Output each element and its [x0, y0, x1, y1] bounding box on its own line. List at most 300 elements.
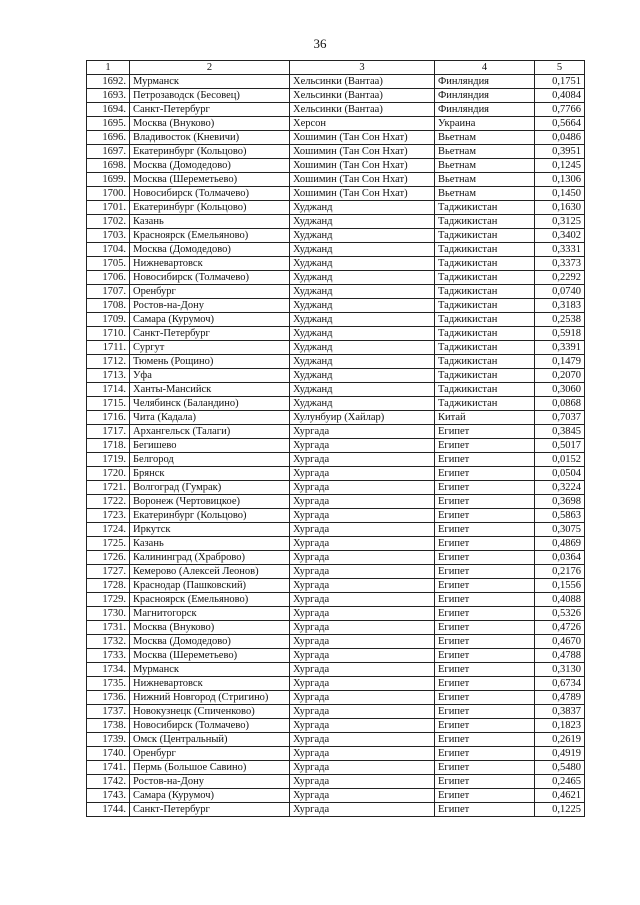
destination-city: Худжанд	[290, 215, 435, 229]
table-row	[87, 747, 585, 761]
coefficient: 0,3845	[535, 425, 585, 439]
row-number: 1692.	[87, 75, 130, 89]
departure-city: Магнитогорск	[130, 607, 290, 621]
coefficient: 0,5480	[535, 761, 585, 775]
table-row	[87, 719, 585, 733]
table-row	[87, 621, 585, 635]
table-row	[87, 313, 585, 327]
destination-country: Египет	[435, 453, 535, 467]
row-number: 1743.	[87, 789, 130, 803]
coefficient: 0,5918	[535, 327, 585, 341]
destination-country: Таджикистан	[435, 243, 535, 257]
row-number: 1706.	[87, 271, 130, 285]
table-row	[87, 89, 585, 103]
destination-country: Вьетнам	[435, 145, 535, 159]
row-number: 1739.	[87, 733, 130, 747]
table-row	[87, 579, 585, 593]
destination-country: Таджикистан	[435, 271, 535, 285]
coefficient: 0,7037	[535, 411, 585, 425]
destination-city: Хургада	[290, 719, 435, 733]
departure-city: Нижний Новгород (Стригино)	[130, 691, 290, 705]
destination-country: Египет	[435, 635, 535, 649]
row-number: 1709.	[87, 313, 130, 327]
coefficient: 0,1751	[535, 75, 585, 89]
departure-city: Оренбург	[130, 747, 290, 761]
departure-city: Краснодар (Пашковский)	[130, 579, 290, 593]
row-number: 1728.	[87, 579, 130, 593]
destination-city: Хургада	[290, 453, 435, 467]
destination-city: Хулунбуир (Хайлар)	[290, 411, 435, 425]
destination-city: Хургада	[290, 565, 435, 579]
departure-city: Москва (Внуково)	[130, 621, 290, 635]
table-row	[87, 537, 585, 551]
row-number: 1721.	[87, 481, 130, 495]
destination-city: Хургада	[290, 789, 435, 803]
coefficient: 0,2292	[535, 271, 585, 285]
table-row	[87, 117, 585, 131]
coefficient: 0,3125	[535, 215, 585, 229]
table-row	[87, 75, 585, 89]
table-row	[87, 285, 585, 299]
table-row	[87, 411, 585, 425]
destination-city: Херсон	[290, 117, 435, 131]
destination-country: Египет	[435, 425, 535, 439]
row-number: 1719.	[87, 453, 130, 467]
destination-city: Худжанд	[290, 201, 435, 215]
table-row	[87, 355, 585, 369]
row-number: 1725.	[87, 537, 130, 551]
row-number: 1730.	[87, 607, 130, 621]
departure-city: Казань	[130, 215, 290, 229]
column-header-2: 2	[130, 61, 290, 75]
column-header-4: 4	[435, 61, 535, 75]
coefficient: 0,5863	[535, 509, 585, 523]
destination-country: Таджикистан	[435, 299, 535, 313]
row-number: 1741.	[87, 761, 130, 775]
coefficient: 0,2619	[535, 733, 585, 747]
table-row	[87, 789, 585, 803]
destination-city: Хельсинки (Вантаа)	[290, 75, 435, 89]
coefficient: 0,1630	[535, 201, 585, 215]
destination-country: Египет	[435, 481, 535, 495]
coefficient: 0,5326	[535, 607, 585, 621]
coefficient: 0,7766	[535, 103, 585, 117]
table-row	[87, 271, 585, 285]
destination-city: Хургада	[290, 705, 435, 719]
departure-city: Чита (Кадала)	[130, 411, 290, 425]
coefficient: 0,2538	[535, 313, 585, 327]
departure-city: Новосибирск (Толмачево)	[130, 719, 290, 733]
table-row	[87, 593, 585, 607]
departure-city: Ханты-Мансийск	[130, 383, 290, 397]
destination-country: Таджикистан	[435, 229, 535, 243]
coefficient: 0,4621	[535, 789, 585, 803]
table-row	[87, 159, 585, 173]
destination-city: Хургада	[290, 481, 435, 495]
destination-city: Хургада	[290, 761, 435, 775]
coefficient: 0,1479	[535, 355, 585, 369]
destination-country: Египет	[435, 747, 535, 761]
departure-city: Новосибирск (Толмачево)	[130, 187, 290, 201]
coefficient: 0,0740	[535, 285, 585, 299]
coefficient: 0,3373	[535, 257, 585, 271]
destination-city: Худжанд	[290, 285, 435, 299]
coefficient: 0,1225	[535, 803, 585, 817]
destination-city: Худжанд	[290, 369, 435, 383]
destination-country: Египет	[435, 495, 535, 509]
row-number: 1703.	[87, 229, 130, 243]
destination-city: Худжанд	[290, 341, 435, 355]
destination-country: Таджикистан	[435, 285, 535, 299]
departure-city: Ростов-на-Дону	[130, 775, 290, 789]
coefficient: 0,4726	[535, 621, 585, 635]
destination-city: Хошимин (Тан Сон Нхат)	[290, 159, 435, 173]
table-row	[87, 551, 585, 565]
destination-country: Финляндия	[435, 75, 535, 89]
table-row	[87, 635, 585, 649]
coefficient: 0,3183	[535, 299, 585, 313]
departure-city: Мурманск	[130, 75, 290, 89]
table-row	[87, 103, 585, 117]
table-row	[87, 173, 585, 187]
destination-country: Египет	[435, 509, 535, 523]
table-row	[87, 705, 585, 719]
table-row	[87, 733, 585, 747]
destination-city: Хургада	[290, 593, 435, 607]
row-number: 1740.	[87, 747, 130, 761]
departure-city: Уфа	[130, 369, 290, 383]
coefficient: 0,6734	[535, 677, 585, 691]
departure-city: Ростов-на-Дону	[130, 299, 290, 313]
row-number: 1735.	[87, 677, 130, 691]
departure-city: Архангельск (Талаги)	[130, 425, 290, 439]
destination-city: Хургада	[290, 439, 435, 453]
row-number: 1724.	[87, 523, 130, 537]
row-number: 1710.	[87, 327, 130, 341]
departure-city: Владивосток (Кневичи)	[130, 131, 290, 145]
destination-country: Китай	[435, 411, 535, 425]
destination-country: Таджикистан	[435, 201, 535, 215]
destination-city: Хургада	[290, 425, 435, 439]
departure-city: Москва (Домодедово)	[130, 243, 290, 257]
coefficient: 0,3224	[535, 481, 585, 495]
destination-country: Египет	[435, 579, 535, 593]
destination-city: Хургада	[290, 677, 435, 691]
destination-city: Хургада	[290, 635, 435, 649]
table-row	[87, 691, 585, 705]
destination-city: Худжанд	[290, 229, 435, 243]
departure-city: Калининград (Храброво)	[130, 551, 290, 565]
departure-city: Иркутск	[130, 523, 290, 537]
coefficient: 0,0504	[535, 467, 585, 481]
destination-city: Хургада	[290, 467, 435, 481]
departure-city: Новосибирск (Толмачево)	[130, 271, 290, 285]
departure-city: Самара (Курумоч)	[130, 313, 290, 327]
coefficient: 0,3060	[535, 383, 585, 397]
destination-city: Хургада	[290, 775, 435, 789]
table-row	[87, 369, 585, 383]
destination-city: Хошимин (Тан Сон Нхат)	[290, 173, 435, 187]
row-number: 1718.	[87, 439, 130, 453]
destination-country: Вьетнам	[435, 173, 535, 187]
row-number: 1700.	[87, 187, 130, 201]
destination-city: Худжанд	[290, 397, 435, 411]
row-number: 1729.	[87, 593, 130, 607]
destination-country: Таджикистан	[435, 341, 535, 355]
coefficient: 0,4869	[535, 537, 585, 551]
row-number: 1723.	[87, 509, 130, 523]
row-number: 1737.	[87, 705, 130, 719]
table-row	[87, 257, 585, 271]
row-number: 1694.	[87, 103, 130, 117]
departure-city: Самара (Курумоч)	[130, 789, 290, 803]
destination-city: Хургада	[290, 495, 435, 509]
departure-city: Сургут	[130, 341, 290, 355]
row-number: 1716.	[87, 411, 130, 425]
destination-country: Украина	[435, 117, 535, 131]
destination-city: Хургада	[290, 537, 435, 551]
departure-city: Челябинск (Баландино)	[130, 397, 290, 411]
table-row	[87, 383, 585, 397]
row-number: 1712.	[87, 355, 130, 369]
row-number: 1696.	[87, 131, 130, 145]
departure-city: Нижневартовск	[130, 257, 290, 271]
table-row	[87, 495, 585, 509]
destination-country: Таджикистан	[435, 369, 535, 383]
departure-city: Екатеринбург (Кольцово)	[130, 145, 290, 159]
destination-country: Египет	[435, 593, 535, 607]
row-number: 1734.	[87, 663, 130, 677]
destination-country: Таджикистан	[435, 327, 535, 341]
departure-city: Екатеринбург (Кольцово)	[130, 201, 290, 215]
destination-country: Египет	[435, 607, 535, 621]
destination-city: Хошимин (Тан Сон Нхат)	[290, 131, 435, 145]
departure-city: Санкт-Петербург	[130, 327, 290, 341]
departure-city: Красноярск (Емельяново)	[130, 593, 290, 607]
table-row	[87, 327, 585, 341]
destination-country: Таджикистан	[435, 355, 535, 369]
departure-city: Москва (Внуково)	[130, 117, 290, 131]
destination-country: Египет	[435, 691, 535, 705]
table-row	[87, 187, 585, 201]
destination-city: Худжанд	[290, 313, 435, 327]
coefficient: 0,1823	[535, 719, 585, 733]
table-row	[87, 201, 585, 215]
coefficient: 0,2176	[535, 565, 585, 579]
destination-country: Египет	[435, 789, 535, 803]
table-row	[87, 341, 585, 355]
destination-city: Худжанд	[290, 243, 435, 257]
departure-city: Новокузнецк (Спиченково)	[130, 705, 290, 719]
destination-city: Худжанд	[290, 299, 435, 313]
table-row	[87, 481, 585, 495]
row-number: 1731.	[87, 621, 130, 635]
row-number: 1736.	[87, 691, 130, 705]
table-row	[87, 425, 585, 439]
departure-city: Омск (Центральный)	[130, 733, 290, 747]
departure-city: Белгород	[130, 453, 290, 467]
destination-country: Вьетнам	[435, 187, 535, 201]
coefficient: 0,3391	[535, 341, 585, 355]
departure-city: Москва (Домодедово)	[130, 159, 290, 173]
destination-country: Египет	[435, 439, 535, 453]
destination-country: Египет	[435, 663, 535, 677]
destination-city: Хургада	[290, 691, 435, 705]
row-number: 1705.	[87, 257, 130, 271]
row-number: 1711.	[87, 341, 130, 355]
destination-city: Худжанд	[290, 257, 435, 271]
page-number: 36	[313, 36, 327, 51]
coefficient: 0,4088	[535, 593, 585, 607]
destination-city: Хургада	[290, 607, 435, 621]
destination-country: Вьетнам	[435, 159, 535, 173]
row-number: 1697.	[87, 145, 130, 159]
destination-country: Таджикистан	[435, 215, 535, 229]
coefficient: 0,4670	[535, 635, 585, 649]
departure-city: Москва (Шереметьево)	[130, 649, 290, 663]
table-row	[87, 467, 585, 481]
destination-city: Хургада	[290, 621, 435, 635]
table-row	[87, 761, 585, 775]
coefficient: 0,3402	[535, 229, 585, 243]
table-row	[87, 397, 585, 411]
table-row	[87, 299, 585, 313]
table-row	[87, 439, 585, 453]
destination-country: Египет	[435, 621, 535, 635]
destination-city: Хургада	[290, 509, 435, 523]
destination-country: Египет	[435, 705, 535, 719]
departure-city: Нижневартовск	[130, 677, 290, 691]
row-number: 1708.	[87, 299, 130, 313]
destination-city: Хургада	[290, 803, 435, 817]
table-body	[87, 75, 585, 817]
departure-city: Москва (Домодедово)	[130, 635, 290, 649]
table-row	[87, 453, 585, 467]
departure-city: Санкт-Петербург	[130, 803, 290, 817]
row-number: 1738.	[87, 719, 130, 733]
table-row	[87, 677, 585, 691]
table-header-row	[87, 61, 585, 75]
coefficient: 0,4084	[535, 89, 585, 103]
column-header-3: 3	[290, 61, 435, 75]
destination-city: Худжанд	[290, 355, 435, 369]
destination-city: Хургада	[290, 663, 435, 677]
coefficient: 0,2070	[535, 369, 585, 383]
coefficient: 0,5017	[535, 439, 585, 453]
row-number: 1701.	[87, 201, 130, 215]
coefficient: 0,4788	[535, 649, 585, 663]
destination-country: Египет	[435, 565, 535, 579]
destination-country: Таджикистан	[435, 257, 535, 271]
destination-country: Египет	[435, 467, 535, 481]
row-number: 1717.	[87, 425, 130, 439]
departure-city: Мурманск	[130, 663, 290, 677]
coefficient: 0,0364	[535, 551, 585, 565]
table-row	[87, 565, 585, 579]
coefficient: 0,3075	[535, 523, 585, 537]
row-number: 1714.	[87, 383, 130, 397]
destination-city: Худжанд	[290, 383, 435, 397]
departure-city: Казань	[130, 537, 290, 551]
coefficient: 0,5664	[535, 117, 585, 131]
destination-city: Худжанд	[290, 271, 435, 285]
departure-city: Пермь (Большое Савино)	[130, 761, 290, 775]
departure-city: Бегишево	[130, 439, 290, 453]
destination-country: Египет	[435, 523, 535, 537]
destination-city: Хургада	[290, 733, 435, 747]
destination-city: Хургада	[290, 579, 435, 593]
coefficient: 0,0868	[535, 397, 585, 411]
departure-city: Петрозаводск (Бесовец)	[130, 89, 290, 103]
row-number: 1744.	[87, 803, 130, 817]
row-number: 1699.	[87, 173, 130, 187]
routes-table	[86, 60, 585, 817]
table-row	[87, 775, 585, 789]
destination-country: Финляндия	[435, 89, 535, 103]
coefficient: 0,3331	[535, 243, 585, 257]
table-row	[87, 215, 585, 229]
destination-city: Хургада	[290, 649, 435, 663]
coefficient: 0,1556	[535, 579, 585, 593]
departure-city: Красноярск (Емельяново)	[130, 229, 290, 243]
table-row	[87, 145, 585, 159]
coefficient: 0,3698	[535, 495, 585, 509]
column-header-5: 5	[535, 61, 585, 75]
destination-city: Хургада	[290, 747, 435, 761]
destination-country: Египет	[435, 775, 535, 789]
departure-city: Санкт-Петербург	[130, 103, 290, 117]
coefficient: 0,3130	[535, 663, 585, 677]
departure-city: Оренбург	[130, 285, 290, 299]
coefficient: 0,4789	[535, 691, 585, 705]
row-number: 1693.	[87, 89, 130, 103]
departure-city: Москва (Шереметьево)	[130, 173, 290, 187]
destination-city: Худжанд	[290, 327, 435, 341]
departure-city: Воронеж (Чертовицкое)	[130, 495, 290, 509]
destination-city: Хошимин (Тан Сон Нхат)	[290, 187, 435, 201]
departure-city: Волгоград (Гумрак)	[130, 481, 290, 495]
row-number: 1715.	[87, 397, 130, 411]
column-header-1: 1	[87, 61, 130, 75]
coefficient: 0,1450	[535, 187, 585, 201]
row-number: 1702.	[87, 215, 130, 229]
row-number: 1732.	[87, 635, 130, 649]
destination-city: Хельсинки (Вантаа)	[290, 89, 435, 103]
coefficient: 0,4919	[535, 747, 585, 761]
row-number: 1726.	[87, 551, 130, 565]
row-number: 1720.	[87, 467, 130, 481]
row-number: 1733.	[87, 649, 130, 663]
row-number: 1704.	[87, 243, 130, 257]
destination-country: Египет	[435, 677, 535, 691]
table-row	[87, 523, 585, 537]
table-row	[87, 131, 585, 145]
departure-city: Екатеринбург (Кольцово)	[130, 509, 290, 523]
destination-country: Финляндия	[435, 103, 535, 117]
destination-country: Египет	[435, 761, 535, 775]
departure-city: Тюмень (Рощино)	[130, 355, 290, 369]
table-row	[87, 509, 585, 523]
row-number: 1707.	[87, 285, 130, 299]
row-number: 1722.	[87, 495, 130, 509]
destination-country: Таджикистан	[435, 313, 535, 327]
coefficient: 0,0486	[535, 131, 585, 145]
destination-city: Хельсинки (Вантаа)	[290, 103, 435, 117]
destination-country: Египет	[435, 803, 535, 817]
destination-country: Египет	[435, 733, 535, 747]
row-number: 1695.	[87, 117, 130, 131]
row-number: 1742.	[87, 775, 130, 789]
